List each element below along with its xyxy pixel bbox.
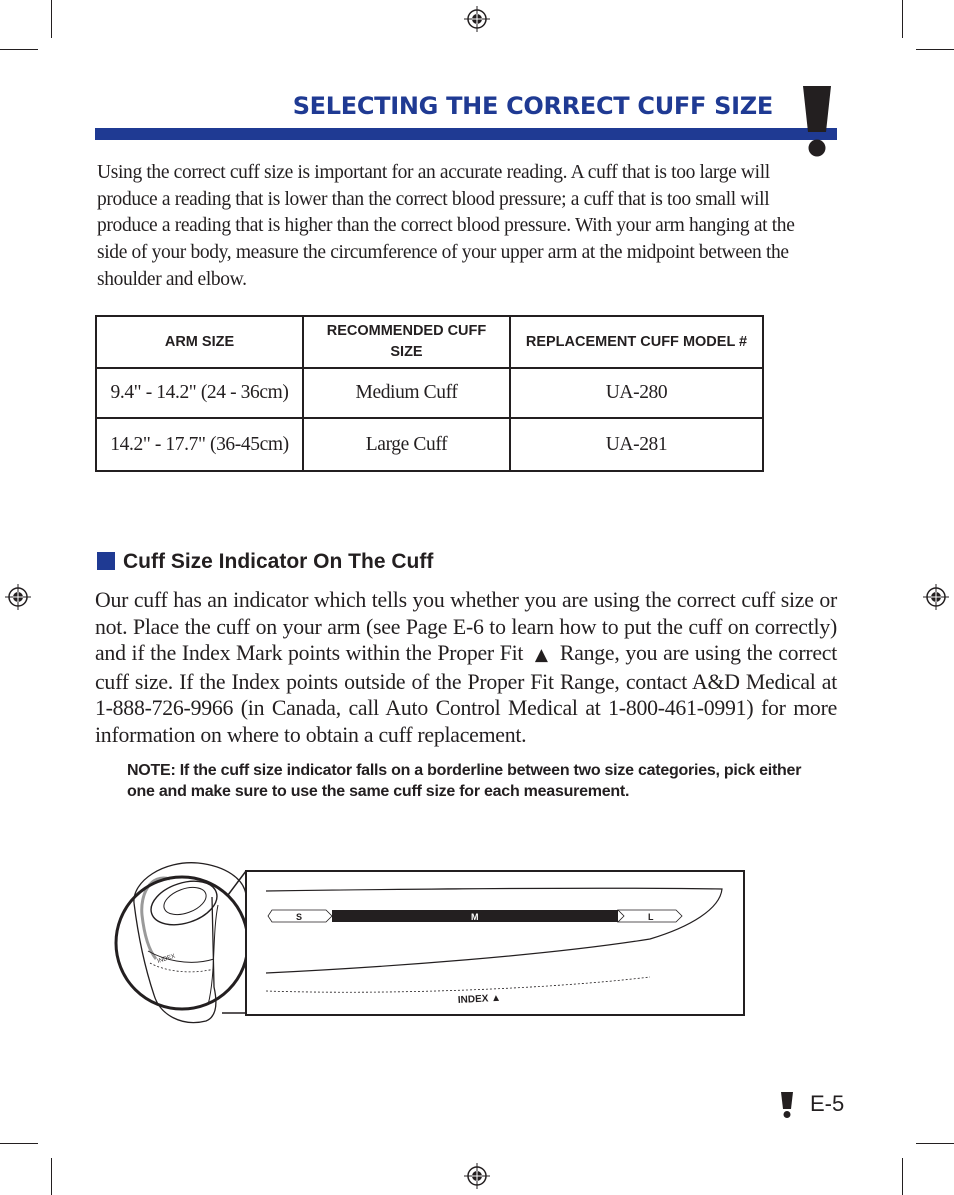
crop-mark	[916, 1143, 954, 1144]
triangle-icon: ▲	[534, 645, 549, 666]
page-title: SELECTING THE CORRECT CUFF SIZE	[292, 92, 773, 120]
table-header-row	[96, 316, 763, 368]
table-cell: UA-280	[510, 368, 763, 418]
scale-l-label: L	[648, 912, 654, 922]
registration-mark-icon	[923, 584, 949, 610]
cuff-size-table	[95, 315, 764, 472]
table-cell: UA-281	[510, 418, 763, 471]
table-header-arm-size: ARM SIZE	[96, 316, 303, 368]
table-row	[96, 418, 763, 471]
cuff-indicator-illustration	[110, 855, 750, 1035]
intro-paragraph	[97, 160, 822, 294]
table-cell: Large Cuff	[303, 418, 510, 471]
table-row	[96, 368, 763, 418]
table-cell: Medium Cuff	[303, 368, 510, 418]
section-title: Cuff Size Indicator On The Cuff	[123, 550, 434, 573]
section-bullet-icon	[97, 552, 115, 570]
note-paragraph: NOTE: If the cuff size indicator falls on a borderline between two size categories, pick either one and make sure to use the same cuff size for each measurement.	[127, 762, 802, 800]
table-header-replacement-model: REPLACEMENT CUFF MODEL #	[510, 316, 763, 368]
title-underline-bar	[95, 128, 837, 140]
exclamation-icon	[780, 1091, 794, 1119]
crop-mark	[916, 49, 954, 50]
registration-mark-icon	[464, 1163, 490, 1189]
scale-s-label: S	[296, 912, 303, 922]
crop-mark	[0, 49, 38, 50]
scale-m-label: M	[471, 912, 479, 922]
body-text-part-2: Range, you are using the correct cuff size. If the Index points outside of the Proper Fit Range, contact A&D Medical at 1-888-726-9966 (in Canada, call Auto Control Medical at 1-800-461-0991) for more information on where to obtain a cuff replacement.	[95, 641, 837, 747]
table-cell: 14.2" - 17.7" (36-45cm)	[96, 418, 303, 471]
registration-mark-icon	[464, 6, 490, 32]
cuff-drawing	[134, 863, 246, 1023]
index-label: INDEX ▲	[457, 992, 502, 1006]
crop-mark	[902, 1158, 903, 1195]
note-text	[127, 760, 827, 802]
crop-mark	[0, 1143, 38, 1144]
crop-mark	[51, 0, 52, 38]
page-number: E-5	[810, 1091, 845, 1116]
small-index-label: INDEX	[156, 953, 177, 965]
section-body	[95, 587, 837, 749]
crop-mark	[51, 1158, 52, 1195]
exclamation-icon	[800, 84, 834, 160]
table-cell: 9.4" - 14.2" (24 - 36cm)	[96, 368, 303, 418]
body-text-part-1: Our cuff has an indicator which tells you whether you are using the correct cuff size or not. Place the cuff on your arm (see Page E-6 to learn how to put the cuff on correctly) and if the Index Mark points within the Proper Fit	[95, 588, 837, 666]
intro-text: Using the correct cuff size is important for an accurate reading. A cuff that is too large will produce a reading that is lower than the correct blood pressure; a cuff that is too small will produce a reading that is higher than the correct blood pressure. With your arm hanging at the side of your body, measure the circumference of your upper arm at the midpoint between the shoulder and elbow.	[97, 162, 795, 290]
section-body-text	[95, 587, 837, 749]
table-header-recommended-cuff: RECOMMENDED CUFF SIZE	[303, 316, 510, 368]
crop-mark	[902, 0, 903, 38]
registration-mark-icon	[5, 584, 31, 610]
